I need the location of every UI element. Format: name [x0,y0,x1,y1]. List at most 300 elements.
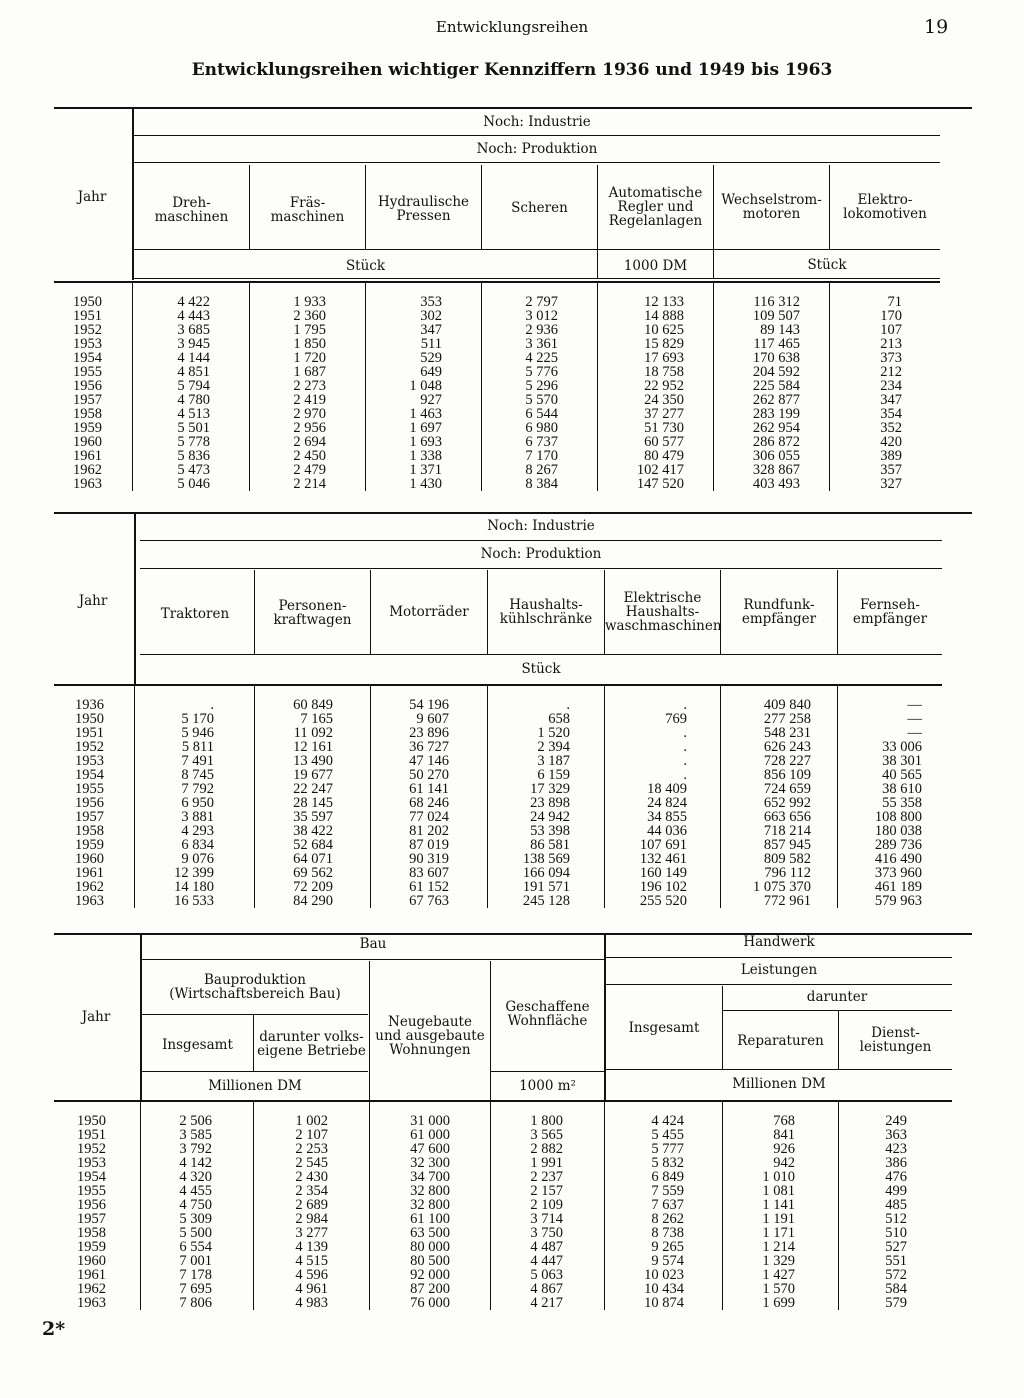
table-cell: 548 231 [763,725,811,741]
table-cell: 3 012 [525,308,558,324]
table-cell: 109 507 [752,308,800,324]
table-cell: 3 881 [181,809,214,825]
table-cell: 1 991 [530,1155,563,1171]
table-cell: 327 [880,476,902,492]
table-cell: 1957 [77,1211,106,1227]
table-cell: 5 309 [179,1211,212,1227]
table-cell: 8 262 [651,1211,684,1227]
table-cell: 36 727 [409,739,449,755]
table-cell: 1951 [73,308,102,324]
table-cell: 4 487 [530,1239,563,1255]
table-cell: 1960 [75,851,104,867]
table-cell: 22 247 [293,781,333,797]
table2-data-column [371,698,449,908]
table-cell: 2 419 [293,392,326,408]
table-cell: 2 430 [295,1169,328,1185]
table2-group-produktion: Noch: Produktion [480,546,602,562]
table-cell: 35 597 [293,809,333,825]
table2-col-header: Motorräder [389,604,469,620]
table-cell: 652 992 [763,795,811,811]
rule [606,1069,952,1070]
table-cell: 796 112 [764,865,811,881]
table-cell: 499 [885,1183,907,1199]
table-cell: 306 055 [752,448,800,464]
table-cell: 6 834 [181,837,214,853]
table2-year-header: Jahr [78,593,108,609]
table-cell: 2 157 [530,1183,563,1199]
table-cell: 1 933 [293,294,326,310]
table-cell: 10 625 [644,322,684,338]
table3-unit-mio-left: Millionen DM [208,1078,302,1094]
table-cell: 354 [880,406,902,422]
table-cell: 3 585 [179,1127,212,1143]
table-cell: 61 000 [410,1127,450,1143]
table-cell: 2 984 [295,1211,328,1227]
page-number: 19 [924,16,949,38]
table-cell: 61 152 [409,879,449,895]
table-cell: 1 002 [295,1113,328,1129]
table-cell: 84 290 [293,893,333,909]
table-cell: 1963 [75,893,104,909]
table-cell: 12 399 [174,865,214,881]
table-cell: 1963 [77,1295,106,1311]
table-cell: 33 006 [882,739,922,755]
table-cell: 225 584 [752,378,800,394]
table3-data-column [606,1114,684,1310]
table-cell: 17 693 [644,350,684,366]
table-cell: 9 265 [651,1239,684,1255]
table-cell: 92 000 [410,1267,450,1283]
table-cell: 1 075 370 [753,879,811,895]
table-cell: 4 217 [530,1295,563,1311]
table-cell: 262 954 [752,420,800,436]
table-cell: 2 107 [295,1127,328,1143]
table3-col-wohnungen: Neugebaute und ausgebaute Wohnungen [375,1014,485,1058]
rule [490,1071,604,1072]
table-cell: 857 945 [763,837,811,853]
table-cell: 2 253 [295,1141,328,1157]
table-cell: 626 243 [763,739,811,755]
table-cell: 4 225 [525,350,558,366]
table3-group-bau: Bau [359,936,387,952]
table-cell: 1957 [75,809,104,825]
table-cell: 67 763 [409,893,449,909]
table-cell: 90 319 [409,851,449,867]
table1-col-header: Elektro- lokomotiven [843,192,927,222]
table-cell: 1 329 [762,1253,795,1269]
table-cell: 1962 [73,462,102,478]
table-cell: 64 071 [293,851,333,867]
table3-year-header: Jahr [81,1009,111,1025]
table-cell: 1 191 [762,1211,795,1227]
table-cell: 7 491 [181,753,214,769]
table-cell: 19 677 [293,767,333,783]
table1-unit-stueck-right: Stück [807,257,847,273]
table-cell: 87 019 [409,837,449,853]
table-cell: 9 574 [651,1253,684,1269]
table-cell: 5 778 [177,434,210,450]
table3-data-column [723,1114,795,1310]
table-cell: 4 851 [177,364,210,380]
table-cell: 1958 [77,1225,106,1241]
table-cell: 579 963 [874,893,922,909]
table-cell: 81 202 [409,823,449,839]
table-cell: 2 109 [530,1197,563,1213]
table-cell: 14 180 [174,879,214,895]
table-cell: 1953 [73,336,102,352]
table-cell: 50 270 [409,767,449,783]
table-cell: 4 144 [177,350,210,366]
table-cell: 2 956 [293,420,326,436]
table-cell: 76 000 [410,1295,450,1311]
table-cell: 841 [773,1127,795,1143]
table-cell: 1956 [75,795,104,811]
table3-col-dienstleistungen: Dienst- leistungen [859,1025,932,1055]
table-cell: 1936 [75,697,104,713]
table-cell: 38 301 [882,753,922,769]
table-cell: 60 577 [644,434,684,450]
table-cell: 1952 [75,739,104,755]
rule [134,278,940,279]
table-cell: 5 946 [181,725,214,741]
table2-data-column [838,698,922,908]
table-cell: 55 358 [882,795,922,811]
table-cell: 772 961 [763,893,811,909]
table-cell: 5 570 [525,392,558,408]
table-cell: 4 513 [177,406,210,422]
table-cell: 37 277 [644,406,684,422]
table-cell: 2 273 [293,378,326,394]
table-cell: 132 461 [639,851,687,867]
table-cell: 1960 [77,1253,106,1269]
table-cell: 138 569 [522,851,570,867]
table2-group-industrie: Noch: Industrie [487,518,595,534]
table-cell: 584 [885,1281,907,1297]
table-cell: 1955 [73,364,102,380]
col-divider [132,283,133,491]
table-cell: 2 694 [293,434,326,450]
table-cell: 1960 [73,434,102,450]
table-cell: 2 970 [293,406,326,422]
table1-data-column [366,295,442,491]
table-cell: 728 227 [763,753,811,769]
signature-mark: 2* [42,1318,66,1340]
table-cell: . [683,697,687,713]
table3-header-bottom-rule [54,1100,952,1102]
table-cell: 87 200 [410,1281,450,1297]
table3-data-column [142,1114,212,1310]
table-cell: 2 450 [293,448,326,464]
table-cell: 9 607 [416,711,449,727]
table-cell: 16 533 [174,893,214,909]
table-cell: — [907,725,922,741]
rule [134,135,940,136]
table-cell: 352 [880,420,902,436]
table-cell: 13 490 [293,753,333,769]
table-cell: 2 797 [525,294,558,310]
table-cell: 1956 [77,1197,106,1213]
table-cell: 658 [548,711,570,727]
table-cell: 510 [885,1225,907,1241]
table-cell: 1 687 [293,364,326,380]
table-cell: 61 100 [410,1211,450,1227]
table-cell: 61 141 [409,781,449,797]
table-cell: 117 465 [753,336,800,352]
table-cell: 1951 [77,1127,106,1143]
table-cell: 4 422 [177,294,210,310]
table-cell: 2 882 [530,1141,563,1157]
table-cell: 2 506 [179,1113,212,1129]
table-cell: 24 350 [644,392,684,408]
table-cell: 485 [885,1197,907,1213]
table-cell: 4 293 [181,823,214,839]
table-cell: 1955 [77,1183,106,1199]
table-cell: 47 146 [409,753,449,769]
table-cell: 8 384 [525,476,558,492]
table-cell: 1 427 [762,1267,795,1283]
table-cell: 249 [885,1113,907,1129]
table-cell: 3 792 [179,1141,212,1157]
table-cell: 24 942 [530,809,570,825]
table-cell: 1 800 [530,1113,563,1129]
table-cell: 856 109 [763,767,811,783]
table-cell: 1963 [73,476,102,492]
table-cell: 5 836 [177,448,210,464]
table1-unit-1000dm: 1000 DM [623,258,688,274]
table-cell: 53 398 [530,823,570,839]
table-cell: 4 983 [295,1295,328,1311]
table-cell: 1 795 [293,322,326,338]
table-cell: 6 737 [525,434,558,450]
table-cell: 347 [880,392,902,408]
table-cell: 512 [885,1211,907,1227]
table-cell: 1959 [75,837,104,853]
table-cell: 102 417 [636,462,684,478]
table-cell: 5 832 [651,1155,684,1171]
table-cell: 40 565 [882,767,922,783]
table2-year-column [60,698,104,908]
table-cell: 423 [885,1141,907,1157]
table2-data-column [136,698,214,908]
table-cell: 416 490 [874,851,922,867]
table-cell: — [907,711,922,727]
table-cell: 14 888 [644,308,684,324]
table-cell: 18 409 [647,781,687,797]
table-cell: 1951 [75,725,104,741]
table-cell: 18 758 [644,364,684,380]
table3-year-column [60,1114,106,1310]
rule [142,1014,368,1015]
table-cell: 77 024 [409,809,449,825]
table-cell: 283 199 [752,406,800,422]
table-cell: 15 829 [644,336,684,352]
table-cell: 1953 [75,753,104,769]
table-cell: 80 479 [644,448,684,464]
table1-data-column [598,295,684,491]
table-cell: 170 638 [752,350,800,366]
table-cell: 80 500 [410,1253,450,1269]
table-cell: — [907,697,922,713]
table-cell: 22 952 [644,378,684,394]
table-cell: 1961 [75,865,104,881]
table1-data-column [830,295,902,491]
table-cell: 54 196 [409,697,449,713]
table3-col-volkseigen: darunter volks- eigene Betriebe [257,1029,366,1059]
table-cell: 17 329 [530,781,570,797]
table-cell: 1 048 [409,378,442,394]
table-cell: 147 520 [636,476,684,492]
table-cell: 10 874 [644,1295,684,1311]
table-cell: 5 046 [177,476,210,492]
table-cell: 942 [773,1155,795,1171]
table-cell: 1954 [75,767,104,783]
table-cell: 80 000 [410,1239,450,1255]
table-cell: 2 237 [530,1169,563,1185]
table1-group-produktion: Noch: Produktion [476,141,598,157]
table-cell: 1954 [73,350,102,366]
col-divider [134,686,135,908]
table-cell: 160 149 [639,865,687,881]
table-cell: 69 562 [293,865,333,881]
table-cell: 4 961 [295,1281,328,1297]
table-cell: 5 501 [177,420,210,436]
table-cell: 927 [420,392,442,408]
table-cell: . [683,767,687,783]
table1-header-bottom-rule [54,281,940,283]
table-cell: . [566,697,570,713]
table-cell: 2 354 [295,1183,328,1199]
table-cell: 213 [880,336,902,352]
table3-col-hw-insgesamt: Insgesamt [628,1020,700,1036]
table3-unit-1000m2: 1000 m² [519,1078,576,1094]
table-cell: 5 063 [530,1267,563,1283]
table-cell: 7 559 [651,1183,684,1199]
table-cell: 1 697 [409,420,442,436]
table-cell: 289 736 [874,837,922,853]
table-cell: 7 792 [181,781,214,797]
table-cell: 11 092 [293,725,333,741]
table-cell: 32 300 [410,1155,450,1171]
table-cell: 1958 [75,823,104,839]
table3-group-handwerk: Handwerk [743,934,815,950]
table2-data-column [721,698,811,908]
table-cell: 302 [420,308,442,324]
table-cell: 511 [420,336,442,352]
table-cell: 718 214 [763,823,811,839]
table-cell: 89 143 [760,322,800,338]
table-cell: 68 246 [409,795,449,811]
table1-year-divider [132,108,134,280]
table-cell: 1961 [73,448,102,464]
table-cell: 6 159 [537,767,570,783]
table-cell: 926 [773,1141,795,1157]
table-cell: 4 515 [295,1253,328,1269]
table-cell: 579 [885,1295,907,1311]
table-cell: 373 960 [874,865,922,881]
col-divider [604,1102,605,1310]
table-cell: 1962 [75,879,104,895]
table3-col-reparaturen: Reparaturen [737,1033,824,1049]
table-cell: 768 [773,1113,795,1129]
table-cell: 28 145 [293,795,333,811]
table-cell: 4 139 [295,1239,328,1255]
table-cell: 1 850 [293,336,326,352]
table-cell: 47 600 [410,1141,450,1157]
table-cell: 476 [885,1169,907,1185]
table-cell: 4 867 [530,1281,563,1297]
running-head: Entwicklungsreihen [435,18,589,36]
table-cell: 3 714 [530,1211,563,1227]
table3-leistungen: Leistungen [740,962,818,978]
table-cell: 7 170 [525,448,558,464]
table1-col-header: Fräs- maschinen [270,195,345,225]
table-cell: 212 [880,364,902,380]
table1-group-industrie: Noch: Industrie [483,114,591,130]
table-cell: 4 780 [177,392,210,408]
table-cell: 1952 [73,322,102,338]
table-cell: 1959 [77,1239,106,1255]
rule [606,957,952,958]
table-cell: 420 [880,434,902,450]
table-cell: 6 544 [525,406,558,422]
rule [134,249,940,250]
table-cell: . [210,697,214,713]
table-cell: . [683,725,687,741]
table-cell: 386 [885,1155,907,1171]
table-cell: 7 165 [300,711,333,727]
table-cell: 5 500 [179,1225,212,1241]
table1-year-column [60,295,102,491]
table3-unit-mio-right: Millionen DM [732,1076,826,1092]
table-cell: 51 730 [644,420,684,436]
table2-col-header: Haushalts- kühlschränke [499,597,593,627]
table2-top-rule [54,512,972,514]
table-cell: 1950 [73,294,102,310]
table-cell: . [683,739,687,755]
table1-data-column [714,295,800,491]
table-cell: 409 840 [763,697,811,713]
table-cell: 1 699 [762,1295,795,1311]
table-cell: 529 [420,350,442,366]
table-cell: 527 [885,1239,907,1255]
table-cell: 1953 [77,1155,106,1171]
table-cell: 7 178 [179,1267,212,1283]
table-cell: 389 [880,448,902,464]
table-cell: 108 800 [874,809,922,825]
table-cell: 1 570 [762,1281,795,1297]
table-cell: 255 520 [639,893,687,909]
table-cell: 353 [420,294,442,310]
table-cell: 286 872 [752,434,800,450]
table-cell: 1 010 [762,1169,795,1185]
table-cell: 5 776 [525,364,558,380]
table-cell: 6 980 [525,420,558,436]
table1-col-header: Dreh- maschinen [154,195,229,225]
table-cell: 1950 [75,711,104,727]
table-cell: 363 [885,1127,907,1143]
table-cell: 1952 [77,1141,106,1157]
table-cell: 649 [420,364,442,380]
table-cell: 83 607 [409,865,449,881]
rule [142,959,604,960]
table-cell: 107 [880,322,902,338]
table-cell: 2 936 [525,322,558,338]
table1-year-header: Jahr [77,189,107,205]
table3-darunter: darunter [806,989,868,1005]
table-cell: 663 656 [763,809,811,825]
table-cell: 4 750 [179,1197,212,1213]
table-cell: 3 685 [177,322,210,338]
